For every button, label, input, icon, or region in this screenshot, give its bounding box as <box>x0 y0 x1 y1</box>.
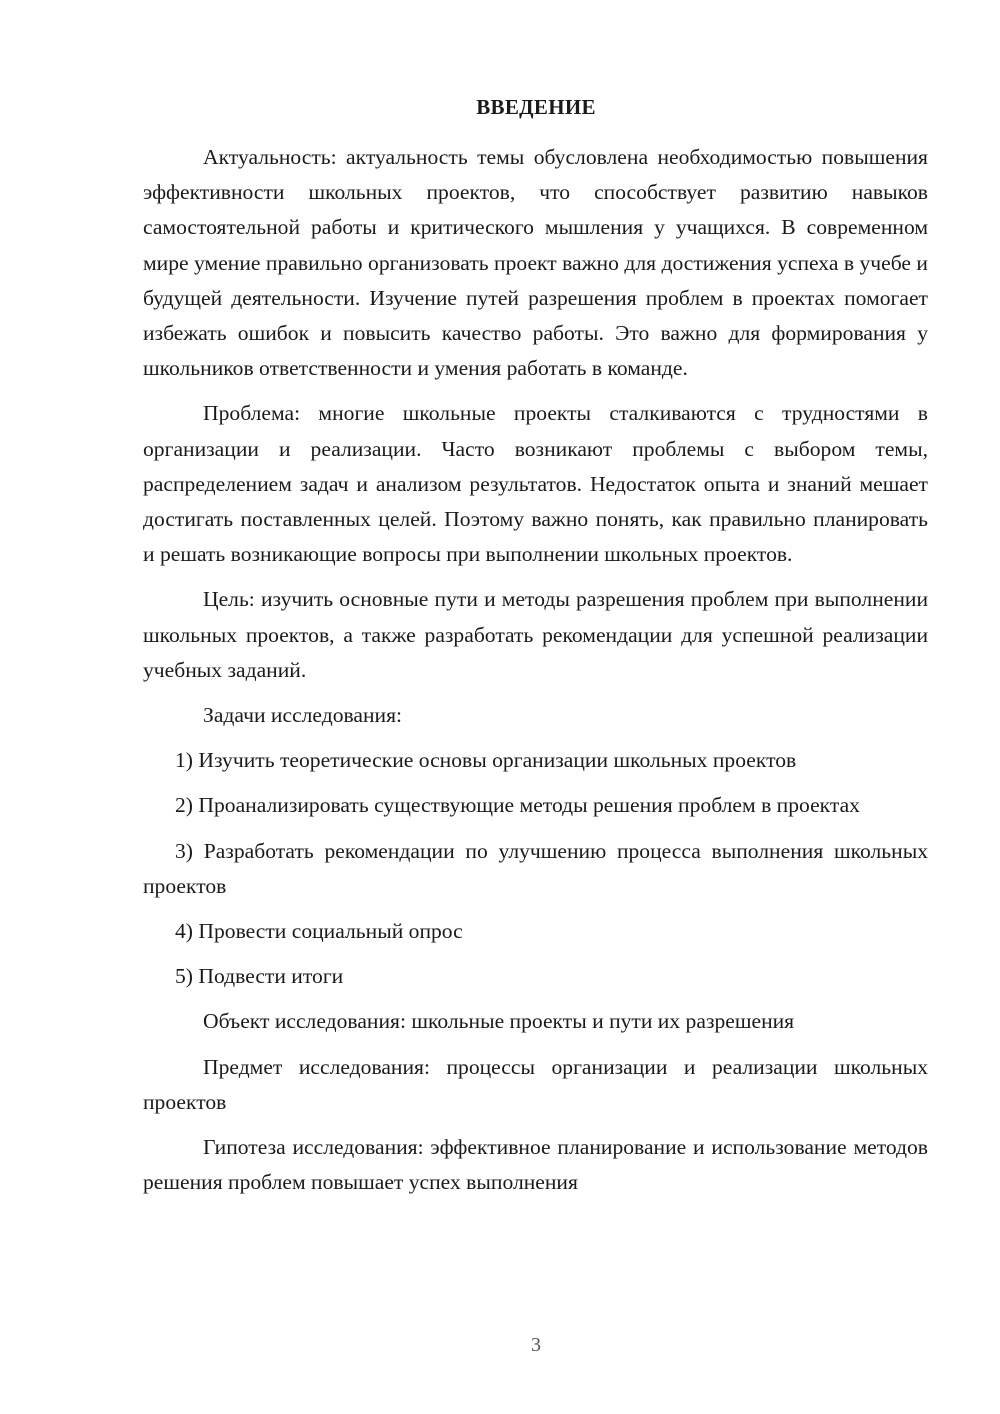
paragraph-subject: Предмет исследования: процессы организации и реализации школьных проектов <box>143 1054 928 1114</box>
paragraph-relevance: Актуальность: актуальность темы обусловлена необходимостью повышения эффективности школьных проектов, что способствует развитию навыков самостоятельной работы и критического мышления у учащихся. В современном мире умение правильно организовать проект важно для достижения успеха в учебе и будущей деятельности. Изучение путей разрешения проблем в проектах помогает избежать ошибок и повысить качество работы. Это важно для формирования у школьников ответственности и умения работать в команде. <box>143 145 928 381</box>
page-title: ВВЕДЕНИЕ <box>476 95 596 119</box>
document-body <box>143 140 928 1200</box>
paragraph-hypothesis: Гипотеза исследования: эффективное планирование и использование методов решения проблем повышает успех выполнения <box>143 1135 928 1195</box>
paragraph-object: Объект исследования: школьные проекты и пути их разрешения <box>203 1009 795 1034</box>
task-item-5: 5) Подвести итоги <box>175 964 344 989</box>
paragraph-goal: Цель: изучить основные пути и методы разрешения проблем при выполнении школьных проектов, а также разработать рекомендации для успешной реализации учебных заданий. <box>143 587 928 682</box>
task-item-3: 3) Разработать рекомендации по улучшению процесса выполнения школьных проектов <box>143 838 928 898</box>
tasks-heading: Задачи исследования: <box>203 703 403 728</box>
task-item-2: 2) Проанализировать существующие методы решения проблем в проектах <box>175 793 860 818</box>
task-item-4: 4) Провести социальный опрос <box>175 919 463 944</box>
paragraph-problem: Проблема: многие школьные проекты сталкиваются с трудностями в организации и реализации. Часто возникают проблемы с выбором темы, распределением задач и анализом результатов. Недостаток опыта и знаний мешает достигать поставленных целей. Поэтому важно понять, как правильно планировать и решать возникающие вопросы при выполнении школьных проектов. <box>143 401 928 567</box>
page-number: 3 <box>531 1334 541 1356</box>
task-item-1: 1) Изучить теоретические основы организации школьных проектов <box>175 748 797 773</box>
